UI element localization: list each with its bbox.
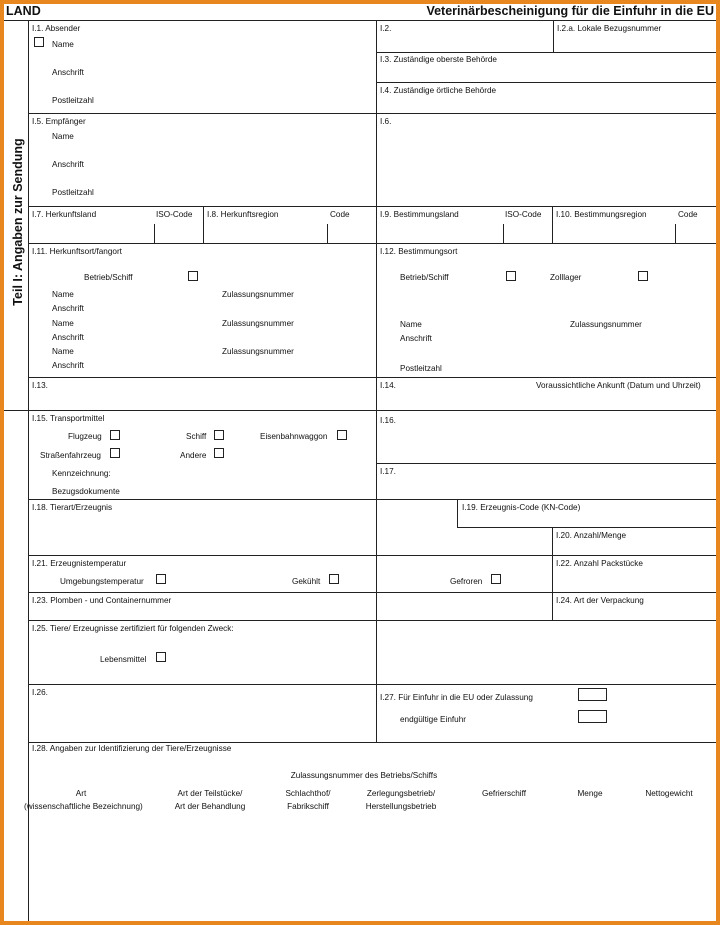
column-quantity: Menge	[577, 789, 603, 798]
origin-approval-label-3: Zulassungsnummer	[222, 347, 294, 356]
origin-establishment-checkbox[interactable]	[188, 271, 198, 281]
field-i26-label: I.26.	[32, 688, 48, 697]
field-i7-iso-label: ISO-Code	[156, 210, 193, 219]
field-i12-label: I.12. Bestimmungsort	[380, 247, 458, 256]
field-i18-label: I.18. Tierart/Erzeugnis	[32, 503, 113, 512]
field-i25-label: I.25. Tiere/ Erzeugnisse zertifiziert für folgenden Zweck:	[32, 624, 234, 633]
certificate-title: Veterinärbescheinigung für die Einfuhr in die EU	[426, 4, 714, 18]
customs-warehouse-checkbox[interactable]	[638, 271, 648, 281]
field-i7-label: I.7. Herkunftsland	[32, 210, 97, 219]
origin-name-label-1: Name	[52, 290, 74, 299]
column-freezer-vessel: Gefrierschiff	[482, 789, 526, 798]
origin-approval-label-1: Zulassungsnummer	[222, 290, 294, 299]
field-i20-label: I.20. Anzahl/Menge	[556, 531, 627, 540]
certificate-page	[4, 4, 716, 921]
column-cut-type-line1: Art der Teilstücke/	[177, 789, 243, 798]
field-i27-label: I.27. Für Einfuhr in die EU oder Zulassung	[380, 693, 533, 702]
field-i3-label: I.3. Zuständige oberste Behörde	[380, 55, 497, 64]
field-i22-label: I.22. Anzahl Packstücke	[556, 559, 643, 568]
temperature-chilled-checkbox[interactable]	[329, 574, 339, 584]
field-i23-label: I.23. Plomben - und Containernummer	[32, 596, 172, 605]
field-i4-label: I.4. Zuständige örtliche Behörde	[380, 86, 497, 95]
field-i17-label: I.17.	[380, 467, 396, 476]
header-divider	[4, 20, 716, 21]
definitive-import-label: endgültige Einfuhr	[400, 715, 467, 724]
purpose-food-checkbox[interactable]	[156, 652, 166, 662]
origin-address-label-1: Anschrift	[52, 304, 84, 313]
field-i14-label: I.14.	[380, 381, 396, 390]
column-slaughterhouse-line2: Fabrikschiff	[287, 802, 329, 811]
purpose-food-label: Lebensmittel	[100, 655, 147, 664]
center-divider	[376, 20, 377, 742]
consignor-postcode-label: Postleitzahl	[52, 96, 94, 105]
temperature-frozen-label: Gefroren	[450, 577, 483, 586]
destination-address-label: Anschrift	[400, 334, 432, 343]
destination-name-label: Name	[400, 320, 422, 329]
field-i8-label: I.8. Herkunftsregion	[207, 210, 279, 219]
transport-road-checkbox[interactable]	[110, 448, 120, 458]
field-i9-iso-label: ISO-Code	[505, 210, 542, 219]
origin-name-label-3: Name	[52, 347, 74, 356]
part-one-side-label: Teil I: Angaben zur Sendung	[11, 138, 25, 306]
origin-address-label-3: Anschrift	[52, 361, 84, 370]
transport-plane-checkbox[interactable]	[110, 430, 120, 440]
expected-arrival-label: Voraussichtliche Ankunft (Datum und Uhrzeit)	[536, 381, 701, 390]
field-i2a-label: I.2.a. Lokale Bezugsnummer	[557, 24, 662, 33]
destination-approval-label: Zulassungsnummer	[570, 320, 642, 329]
field-i28-label: I.28. Angaben zur Identifizierung der Tiere/Erzeugnisse	[32, 744, 232, 753]
field-i6-label: I.6.	[380, 117, 392, 126]
origin-address-label-2: Anschrift	[52, 333, 84, 342]
left-margin-line	[28, 20, 29, 921]
temperature-frozen-checkbox[interactable]	[491, 574, 501, 584]
approval-group-header: Zulassungsnummer des Betriebs/Schiffs	[290, 771, 438, 780]
origin-name-label-2: Name	[52, 319, 74, 328]
destination-postcode-label: Postleitzahl	[400, 364, 442, 373]
field-i24-label: I.24. Art der Verpackung	[556, 596, 644, 605]
temperature-ambient-label: Umgebungstemperatur	[60, 577, 144, 586]
consignor-address-label: Anschrift	[52, 68, 84, 77]
column-slaughterhouse-line1: Schlachthof/	[285, 789, 331, 798]
consignor-name-label: Name	[52, 40, 74, 49]
transport-identification-label: Kennzeichnung:	[52, 469, 111, 478]
customs-warehouse-label: Zolllager	[550, 273, 582, 282]
consignee-name-label: Name	[52, 132, 74, 141]
column-species-line1: Art	[75, 789, 87, 798]
origin-establishment-label: Betrieb/Schiff	[84, 273, 133, 282]
transport-rail-label: Eisenbahnwaggon	[260, 432, 328, 441]
field-i13-label: I.13.	[32, 381, 48, 390]
transport-ship-label: Schiff	[186, 432, 207, 441]
field-i5-label: I.5. Empfänger	[32, 117, 86, 126]
origin-approval-label-2: Zulassungsnummer	[222, 319, 294, 328]
field-i19-label: I.19. Erzeugnis-Code (KN-Code)	[462, 503, 581, 512]
field-i1-label: I.1. Absender	[32, 24, 81, 33]
field-i8-code-label: Code	[330, 210, 350, 219]
column-species-line2: (wissenschaftliche Bezeichnung)	[24, 802, 143, 811]
definitive-import-box[interactable]	[578, 710, 607, 723]
transport-other-label: Andere	[180, 451, 207, 460]
column-net-weight: Nettogewicht	[645, 789, 693, 798]
destination-establishment-checkbox[interactable]	[506, 271, 516, 281]
field-i16-label: I.16.	[380, 416, 396, 425]
field-i15-label: I.15. Transportmittel	[32, 414, 105, 423]
field-i11-label: I.11. Herkunftsort/fangort	[32, 247, 122, 256]
column-cutting-plant-line2: Herstellungsbetrieb	[365, 802, 437, 811]
consignee-postcode-label: Postleitzahl	[52, 188, 94, 197]
field-i10-code-label: Code	[678, 210, 698, 219]
country-label: LAND	[6, 4, 41, 18]
consignee-address-label: Anschrift	[52, 160, 84, 169]
destination-establishment-label: Betrieb/Schiff	[400, 273, 449, 282]
transport-ship-checkbox[interactable]	[214, 430, 224, 440]
column-cutting-plant-line1: Zerlegungsbetrieb/	[366, 789, 436, 798]
eu-import-box[interactable]	[578, 688, 607, 701]
consignor-checkbox[interactable]	[34, 37, 44, 47]
transport-rail-checkbox[interactable]	[337, 430, 347, 440]
temperature-ambient-checkbox[interactable]	[156, 574, 166, 584]
field-i10-label: I.10. Bestimmungsregion	[556, 210, 647, 219]
transport-documents-label: Bezugsdokumente	[52, 487, 120, 496]
field-i21-label: I.21. Erzeugnistemperatur	[32, 559, 127, 568]
transport-road-label: Straßenfahrzeug	[40, 451, 101, 460]
temperature-chilled-label: Gekühlt	[292, 577, 321, 586]
transport-plane-label: Flugzeug	[68, 432, 102, 441]
field-i9-label: I.9. Bestimmungsland	[380, 210, 459, 219]
column-cut-type-line2: Art der Behandlung	[174, 802, 246, 811]
field-i2-label: I.2.	[380, 24, 392, 33]
transport-other-checkbox[interactable]	[214, 448, 224, 458]
